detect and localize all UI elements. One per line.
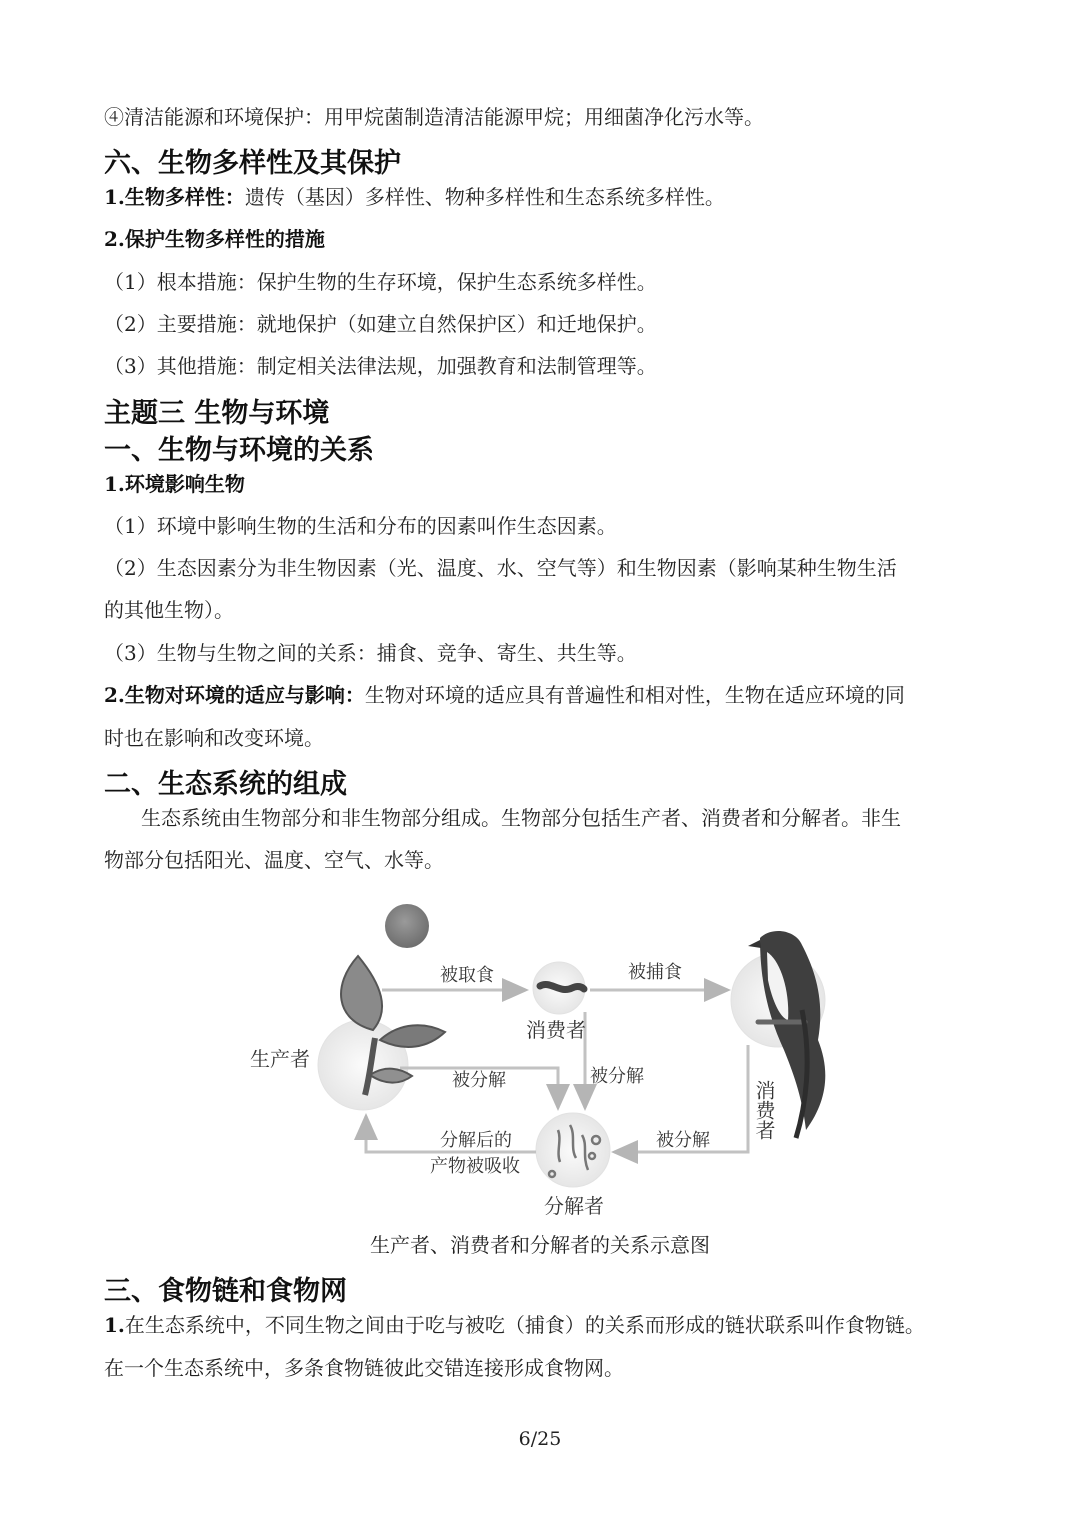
consumer1-label: 消费者 — [526, 1018, 586, 1042]
text-line: ④清洁能源和环境保护：用甲烷菌制造清洁能源甲烷；用细菌净化污水等。 — [104, 105, 764, 129]
eaten-label: 被取食 — [440, 965, 494, 986]
section-heading-six: 六、生物多样性及其保护 — [104, 148, 401, 179]
item-text: 在生态系统中，不同生物之间由于吃与被吃（捕食）的关系而形成的链状联系叫作食物链。 — [124, 1313, 925, 1337]
consumer1-decompose-label: 被分解 — [590, 1066, 644, 1087]
absorbed-label-line1: 分解后的 — [440, 1130, 512, 1151]
subheading: 2.保护生物多样性的措施 — [104, 227, 325, 251]
producer-decompose-label: 被分解 — [452, 1070, 506, 1091]
text-line: 在一个生态系统中，多条食物链彼此交错连接形成食物网。 — [104, 1356, 624, 1380]
text-line: 时也在影响和改变环境。 — [104, 726, 324, 750]
preyed-label: 被捕食 — [628, 962, 682, 983]
ecosystem-diagram — [240, 890, 840, 1220]
decomposer-label: 分解者 — [544, 1194, 604, 1218]
text-line: 物部分包括阳光、温度、空气、水等。 — [104, 848, 444, 872]
term-text: 遗传（基因）多样性、物种多样性和生态系统多样性。 — [244, 185, 725, 209]
term-text: 生物对环境的适应具有普遍性和相对性，生物在适应环境的同 — [364, 683, 905, 707]
page-number: 6/25 — [518, 1428, 562, 1450]
absorbed-label-line2: 产物被吸收 — [430, 1156, 520, 1177]
term-label: 2.生物对环境的适应与影响： — [104, 683, 365, 707]
text-line: （1）根本措施：保护生物的生存环境，保护生态系统多样性。 — [104, 270, 657, 294]
text-line — [104, 182, 725, 212]
diagram-caption: 生产者、消费者和分解者的关系示意图 — [370, 1233, 710, 1257]
section-heading-three: 三、食物链和食物网 — [104, 1276, 347, 1307]
text-line — [104, 680, 905, 710]
consumer2-decompose-label: 被分解 — [656, 1130, 710, 1151]
text-line: 生态系统由生物部分和非生物部分组成。生物部分包括生产者、消费者和分解者。非生 — [141, 806, 901, 830]
text-line: 的其他生物）。 — [104, 598, 234, 622]
theme-heading: 主题三 生物与环境 — [104, 398, 330, 429]
term-label: 1.生物多样性： — [104, 185, 245, 209]
sun-icon — [385, 904, 429, 948]
text-line: （1）环境中影响生物的生活和分布的因素叫作生态因素。 — [104, 514, 617, 538]
text-line: （3）生物与生物之间的关系：捕食、竞争、寄生、共生等。 — [104, 641, 637, 665]
section-heading-two: 二、生态系统的组成 — [104, 769, 347, 800]
consumer2-label: 消费者 — [752, 1080, 776, 1140]
text-line: （2）主要措施：就地保护（如建立自然保护区）和迁地保护。 — [104, 312, 657, 336]
text-line: （3）其他措施：制定相关法律法规，加强教育和法制管理等。 — [104, 354, 657, 378]
subheading: 1.环境影响生物 — [104, 472, 245, 496]
text-line: （2）生态因素分为非生物因素（光、温度、水、空气等）和生物因素（影响某种生物生活 — [104, 556, 897, 580]
item-number: 1. — [104, 1313, 125, 1337]
producer-label: 生产者 — [250, 1047, 310, 1071]
text-line — [104, 1310, 925, 1340]
section-heading-one: 一、生物与环境的关系 — [104, 435, 374, 466]
